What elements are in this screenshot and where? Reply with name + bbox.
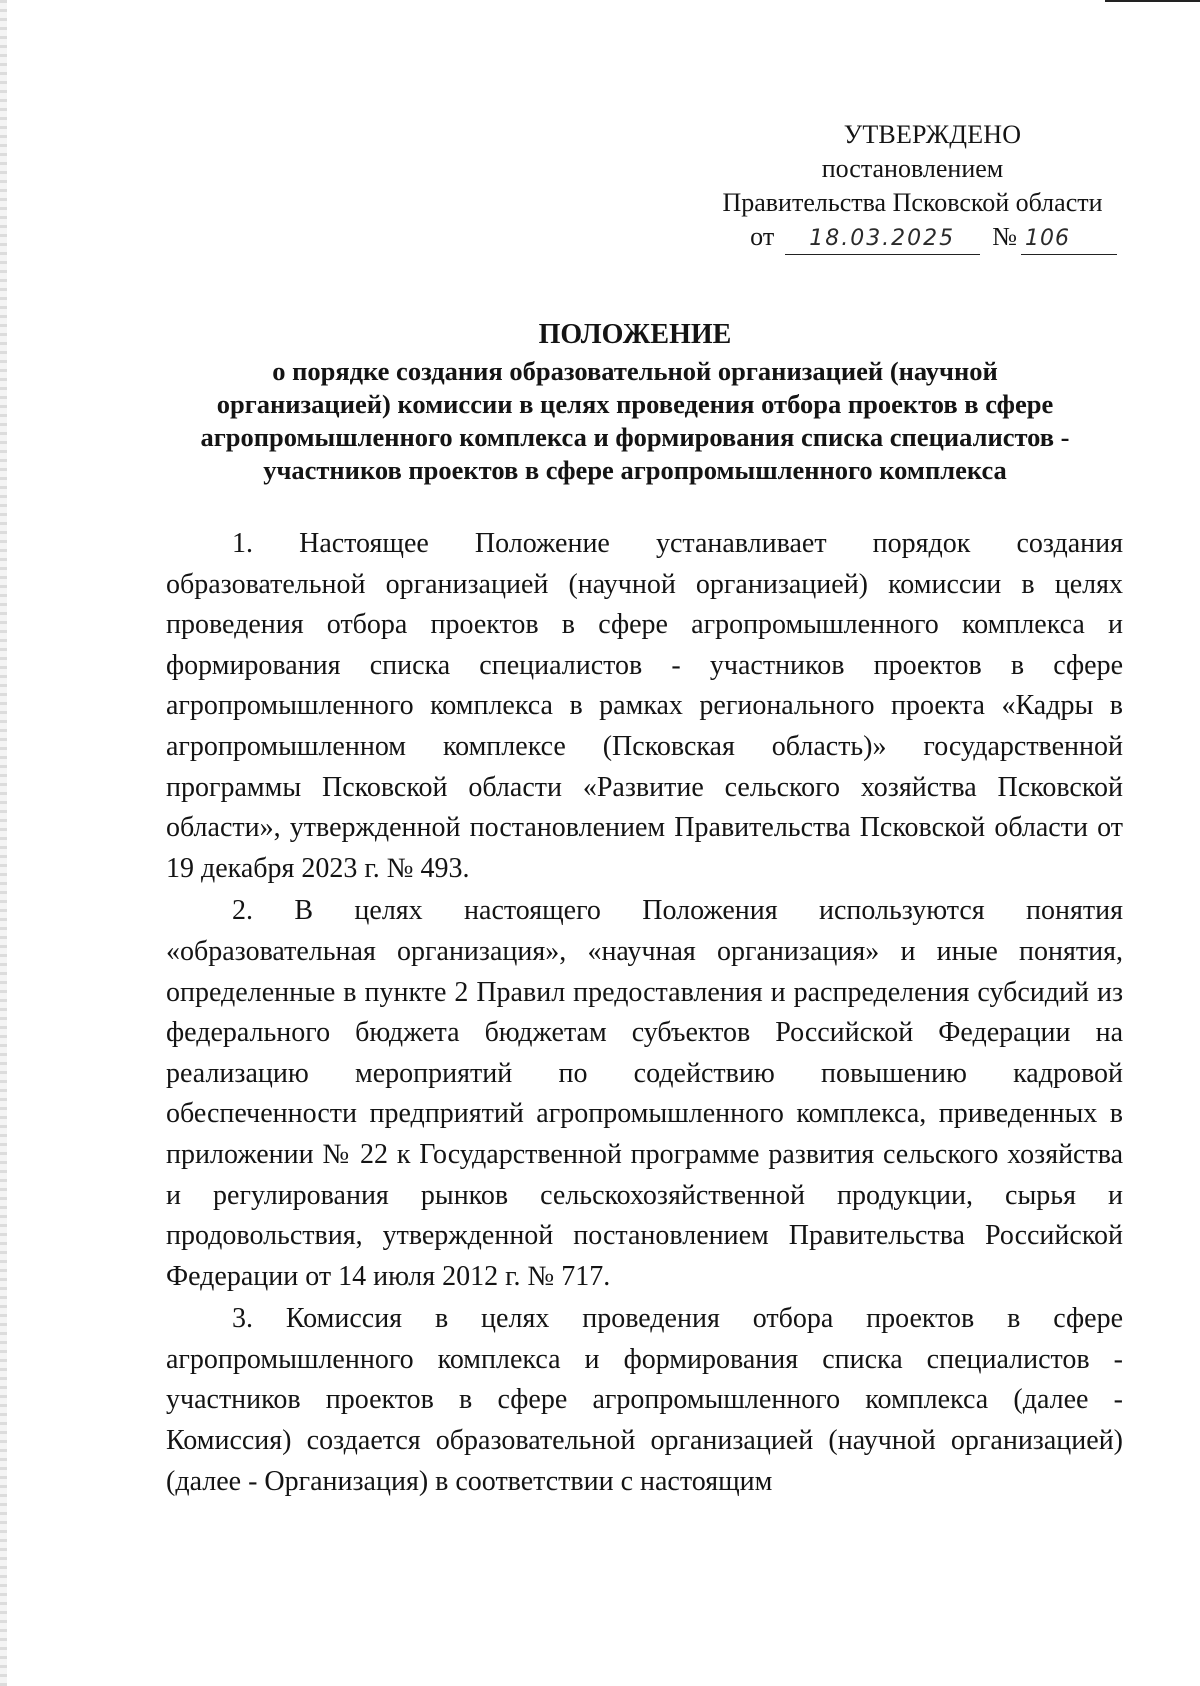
approval-line-government: Правительства Псковской области <box>722 188 1103 217</box>
top-edge-rule <box>1105 0 1200 2</box>
title-line: агропромышленного комплекса и формирования списка специалистов - <box>200 422 1070 452</box>
approval-line-decree: постановлением <box>821 154 1004 183</box>
number-sign: № <box>992 222 1017 251</box>
title-line: о порядке создания образовательной организацией (научной <box>272 356 998 386</box>
document-body <box>166 524 1123 1502</box>
paragraph-3: 3. Комиссия в целях проведения отбора проектов в сфере агропромышленного комплекса и формирования списка специалистов - участников проектов в сфере агропромышленного комплекса (далее - Комиссия) создается образовательной организацией (научной организацией) (далее - Организация) в соответствии с настоящим <box>166 1303 1123 1497</box>
paragraph-1: 1. Настоящее Положение устанавливает порядок создания образовательной организацией (научной организацией) комиссии в целях проведения отбора проектов в сфере агропромышленного комплекса и формирования списка специалистов - участников проектов в сфере агропромышленного комплекса в рамках регионального проекта «Кадры в агропромышленном комплексе (Псковская область)» государственной программы Псковской области «Развитие сельского хозяйства Псковской области», утвержденной постановлением Правительства Псковской области от 19 декабря 2023 г. № 493. <box>166 528 1123 884</box>
title-line: организацией) комиссии в целях проведения отбора проектов в сфере <box>216 389 1054 419</box>
document-title <box>150 318 1120 487</box>
title-heading: ПОЛОЖЕНИЕ <box>538 319 732 350</box>
handwritten-number: 106 <box>1021 224 1117 255</box>
approval-block <box>700 118 1125 255</box>
approval-date-number-line <box>700 220 1125 255</box>
scan-edge <box>0 0 7 1686</box>
handwritten-date: 18.03.2025 <box>785 224 980 255</box>
title-line: участников проектов в сфере агропромышленного комплекса <box>263 455 1007 485</box>
paragraph-2: 2. В целях настоящего Положения используются понятия «образовательная организация», «научная организация» и иные понятия, определенные в пункте 2 Правил предоставления и распределения субсидий из федерального бюджета бюджетам субъектов Российской Федерации на реализацию мероприятий по содействию повышению кадровой обеспеченности предприятий агропромышленного комплекса, приведенных в приложении № 22 к Государственной программе развития сельского хозяйства и регулирования рынков сельскохозяйственной продукции, сырья и продовольствия, утвержденной постановлением Правительства Российской Федерации от 14 июля 2012 г. № 717. <box>166 895 1123 1292</box>
approval-heading: УТВЕРЖДЕНО <box>843 120 1022 149</box>
from-label: от <box>750 222 775 251</box>
